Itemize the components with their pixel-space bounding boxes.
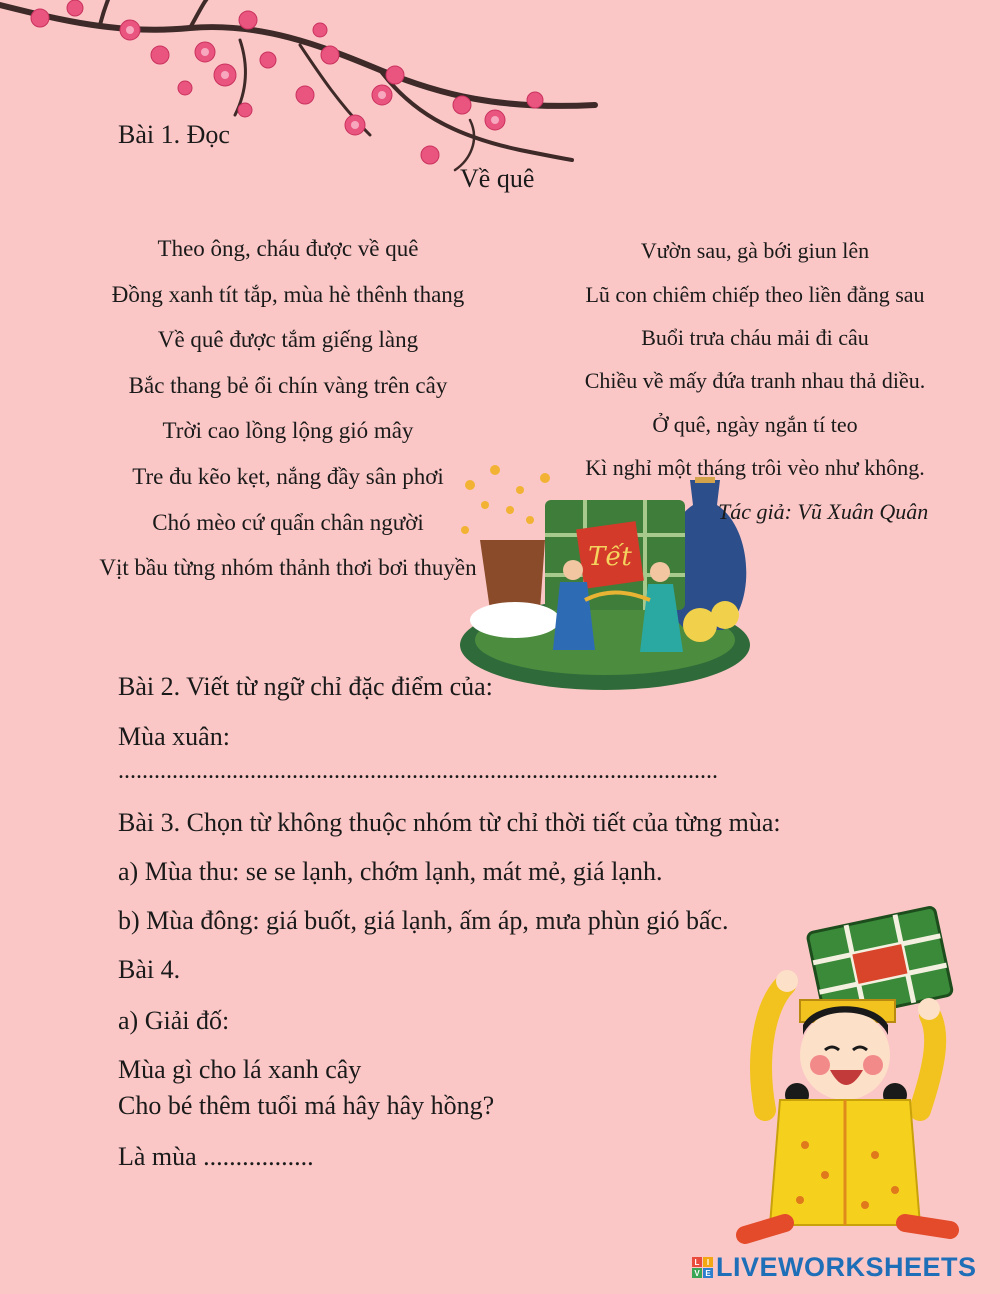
exercise-4-heading: Bài 4. [118,955,181,984]
poem-author: Tác giả: Vũ Xuân Quân [718,499,929,524]
poem-line: Lũ con chiêm chiếp theo liền đằng sau [585,282,925,307]
exercise-3-item-b: b) Mùa đông: giá buốt, giá lạnh, ấm áp, mưa phùn gió bấc. [118,906,729,935]
poem-line: Theo ông, cháu được về quê [157,236,419,261]
poem-line: Chiều về mấy đứa tranh nhau thả diều. [584,368,926,393]
riddle-line: Mùa gì cho lá xanh cây [118,1055,362,1084]
poem-line: Kì nghỉ một tháng trôi vèo như không. [585,455,925,480]
liveworksheets-logo[interactable] [692,1252,977,1283]
liveworksheets-badge-icon [692,1257,713,1278]
badge-letter: L [692,1257,702,1267]
poem-line: Buổi trưa cháu mải đi câu [641,325,869,350]
badge-letter: E [703,1268,713,1278]
poem-line: Ở quê, ngày ngắn tí teo [652,412,858,437]
tet-illustration [455,460,755,700]
exercise-2-prompt: Mùa xuân: [118,722,230,751]
poem-line: Tre đu kẽo kẹt, nắng đầy sân phơi [132,464,444,489]
poem-line: Về quê được tắm giếng làng [157,327,419,352]
poem-line: Đồng xanh tít tắp, mùa hè thênh thang [111,282,465,307]
exercise-1-heading: Bài 1. Đọc [118,120,230,149]
exercise-2-heading: Bài 2. Viết từ ngữ chỉ đặc điểm của: [118,672,493,701]
child-carrying-banh-chung-illustration [705,905,975,1245]
poem-line: Chó mèo cứ quẩn chân người [152,510,424,535]
poem-title: Về quê [460,164,535,193]
badge-letter: I [703,1257,713,1267]
badge-letter: V [692,1268,702,1278]
tet-banner-text: Tết [588,542,632,572]
liveworksheets-logo-text: LIVEWORKSHEETS [716,1252,977,1282]
exercise-4-answer[interactable]: Là mùa ................. [118,1142,314,1171]
exercise-3-heading: Bài 3. Chọn từ không thuộc nhóm từ chỉ thời tiết của từng mùa: [118,808,781,837]
poem-line: Vịt bầu từng nhóm thảnh thơi bơi thuyền [99,555,477,580]
exercise-3-item-a: a) Mùa thu: se se lạnh, chớm lạnh, mát mẻ, giá lạnh. [118,857,663,886]
poem-line: Vườn sau, gà bới giun lên [640,238,870,263]
poem-line: Trời cao lồng lộng gió mây [162,418,414,443]
riddle-line: Cho bé thêm tuổi má hây hây hồng? [118,1091,495,1120]
poem-line: Bắc thang bẻ ổi chín vàng trên cây [128,373,448,398]
exercise-4-sub-a: a) Giải đố: [118,1006,230,1035]
exercise-2-answer-line[interactable]: .................................................................................................... [118,758,718,784]
